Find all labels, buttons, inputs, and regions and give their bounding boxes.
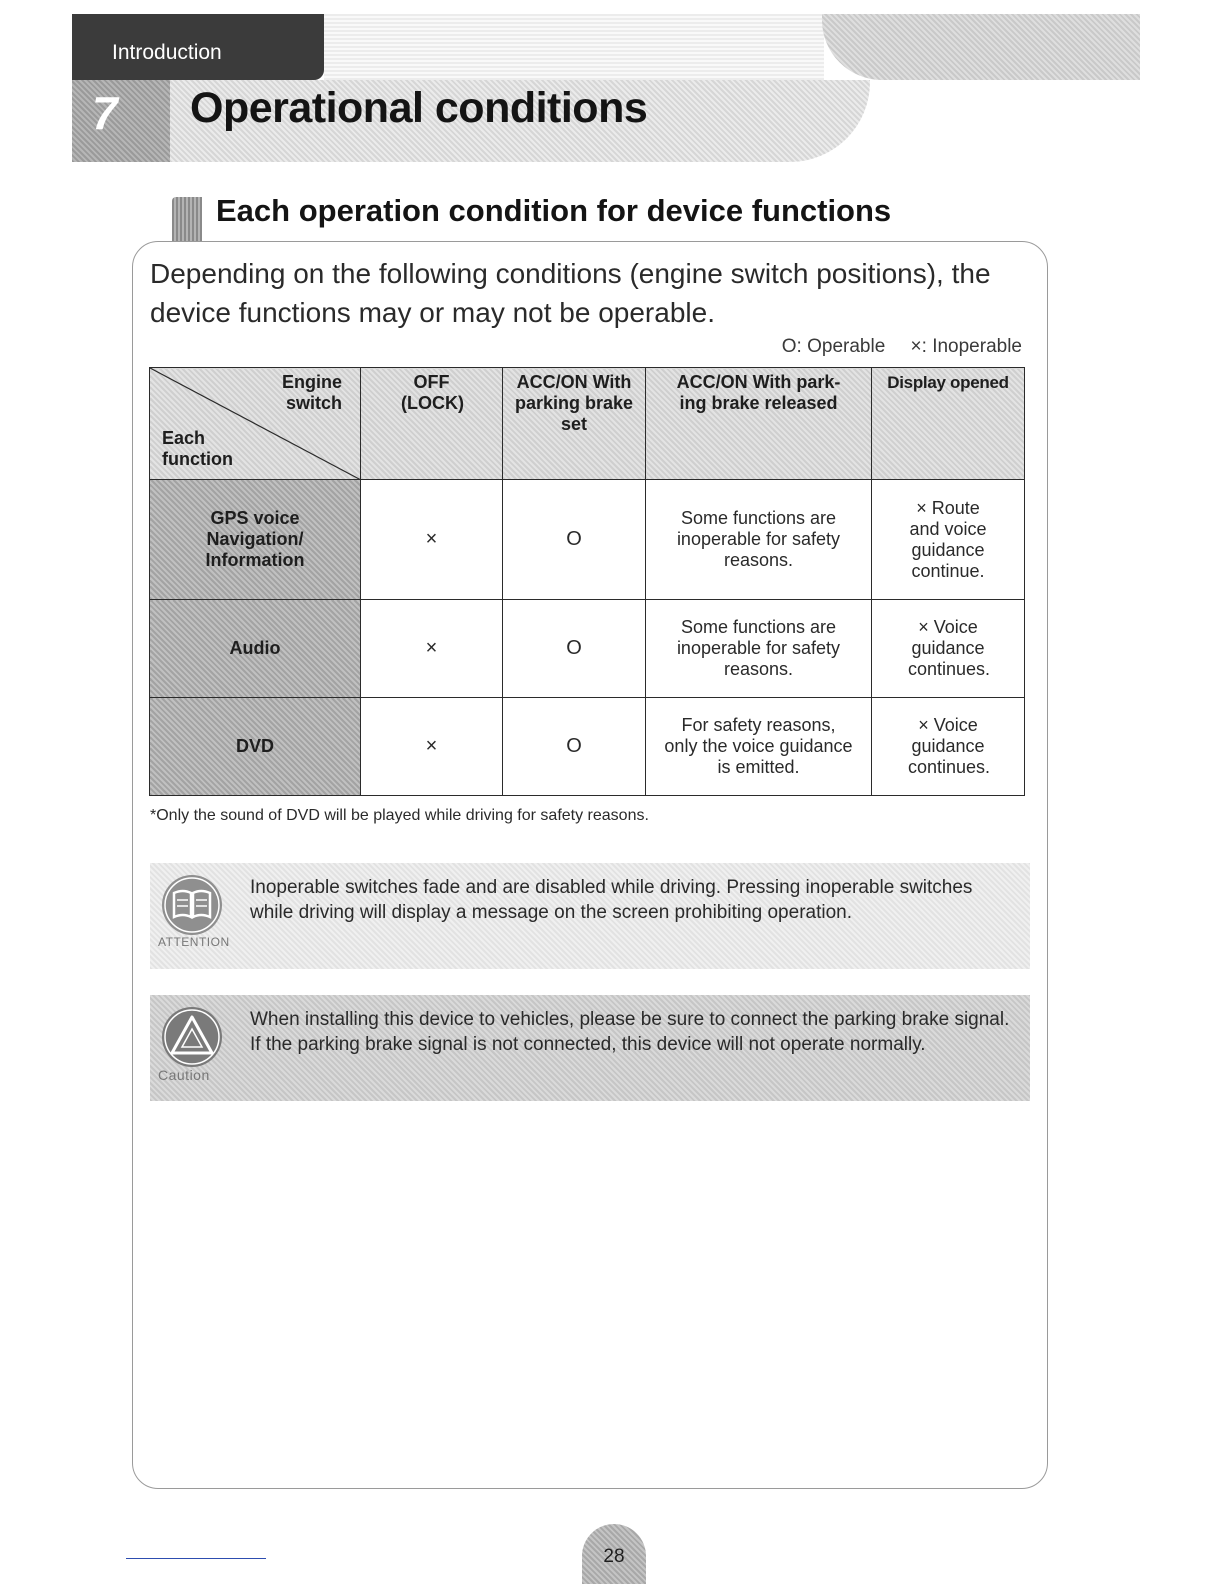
table-row [150, 600, 1025, 698]
legend [762, 336, 1022, 358]
row-header: Audio [150, 600, 361, 698]
table-cell: × [361, 480, 503, 600]
attention-label: ATTENTION [158, 935, 230, 949]
column-header: ACC/ON With park-ing brake released [646, 368, 872, 480]
row-header: DVD [150, 698, 361, 796]
table-cell: O [503, 480, 646, 600]
column-header: Display opened [872, 368, 1025, 480]
column-header: OFF (LOCK) [361, 368, 503, 480]
corner-each-function: Each function [162, 428, 233, 469]
chapter-number: 7 [72, 80, 170, 162]
footnote: *Only the sound of DVD will be played while driving for safety reasons. [150, 807, 649, 824]
row-header: GPS voice Navigation/ Information [150, 480, 361, 600]
legend-operable: O: Operable [781, 336, 886, 357]
table-row [150, 698, 1025, 796]
page-number: 28 [582, 1524, 646, 1584]
intro-paragraph: Depending on the following conditions (engine switch positions), the device functions may or may not be operable. [150, 258, 991, 328]
table-cell: × [361, 698, 503, 796]
footer-link-line [126, 1558, 266, 1559]
section-tab: Introduction [72, 14, 324, 80]
header-decoration [822, 14, 1140, 80]
caution-text: When installing this device to vehicles, please be sure to connect the parking brake signal. If the parking brake signal is not connected, this device will not operate normally. [250, 1009, 1010, 1055]
table-cell: × Voice guidance continues. [872, 698, 1025, 796]
table-cell: × Voice guidance continues. [872, 600, 1025, 698]
table-cell: O [503, 600, 646, 698]
table-cell: × Route and voice guidance continue. [872, 480, 1025, 600]
table-cell: × [361, 600, 503, 698]
conditions-table [149, 367, 1025, 796]
warning-triangle-icon [160, 1005, 224, 1069]
column-header: ACC/ON With parking brake set [503, 368, 646, 480]
attention-text: Inoperable switches fade and are disabled while driving. Pressing inoperable switches while driving will display a message on the screen prohibiting operation. [250, 877, 973, 923]
caution-box [150, 995, 1030, 1101]
attention-box [150, 863, 1030, 969]
table-cell: For safety reasons, only the voice guidance is emitted. [646, 698, 872, 796]
table-cell: Some functions are inoperable for safety reasons. [646, 480, 872, 600]
section-title: Each operation condition for device functions [216, 193, 892, 228]
page-title: Operational conditions [190, 84, 648, 132]
section-marker [172, 197, 202, 241]
header-band [324, 14, 824, 80]
table-corner-header [150, 368, 361, 480]
table-row [150, 480, 1025, 600]
book-icon [160, 873, 224, 937]
corner-engine-switch: Engine switch [281, 372, 342, 413]
table-cell: Some functions are inoperable for safety reasons. [646, 600, 872, 698]
caution-label: Caution [158, 1067, 210, 1083]
legend-inoperable: ×: Inoperable [910, 336, 1022, 357]
table-cell: O [503, 698, 646, 796]
